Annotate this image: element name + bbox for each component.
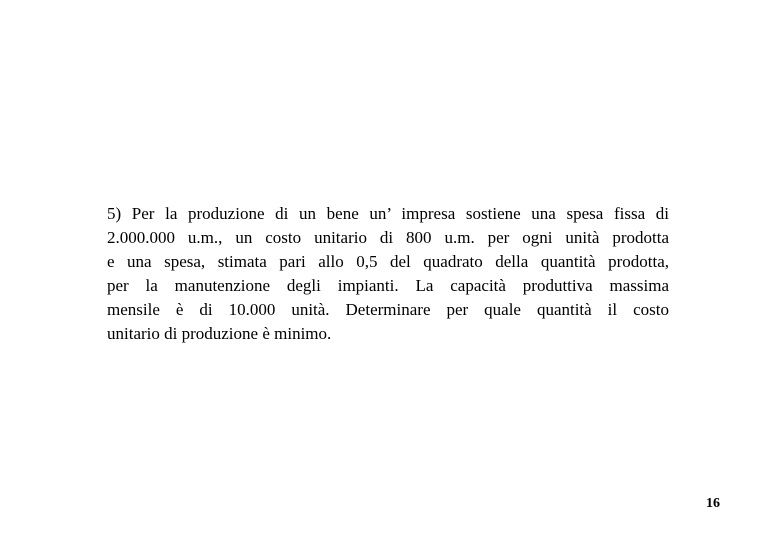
page-number: 16: [706, 496, 720, 511]
problem-line: e una spesa, stimata pari allo 0,5 del quadrato della quantità prodotta,: [107, 252, 669, 271]
problem-line: 2.000.000 u.m., un costo unitario di 800 u.m. per ogni unità prodotta: [107, 228, 669, 247]
problem-line: per la manutenzione degli impianti. La capacità produttiva massima: [107, 276, 669, 295]
problem-line: mensile è di 10.000 unità. Determinare per quale quantità il costo: [107, 300, 669, 319]
problem-statement: [107, 202, 669, 346]
problem-line: 5) Per la produzione di un bene un’ impresa sostiene una spesa fissa di: [107, 204, 669, 223]
problem-line: unitario di produzione è minimo.: [107, 324, 332, 343]
